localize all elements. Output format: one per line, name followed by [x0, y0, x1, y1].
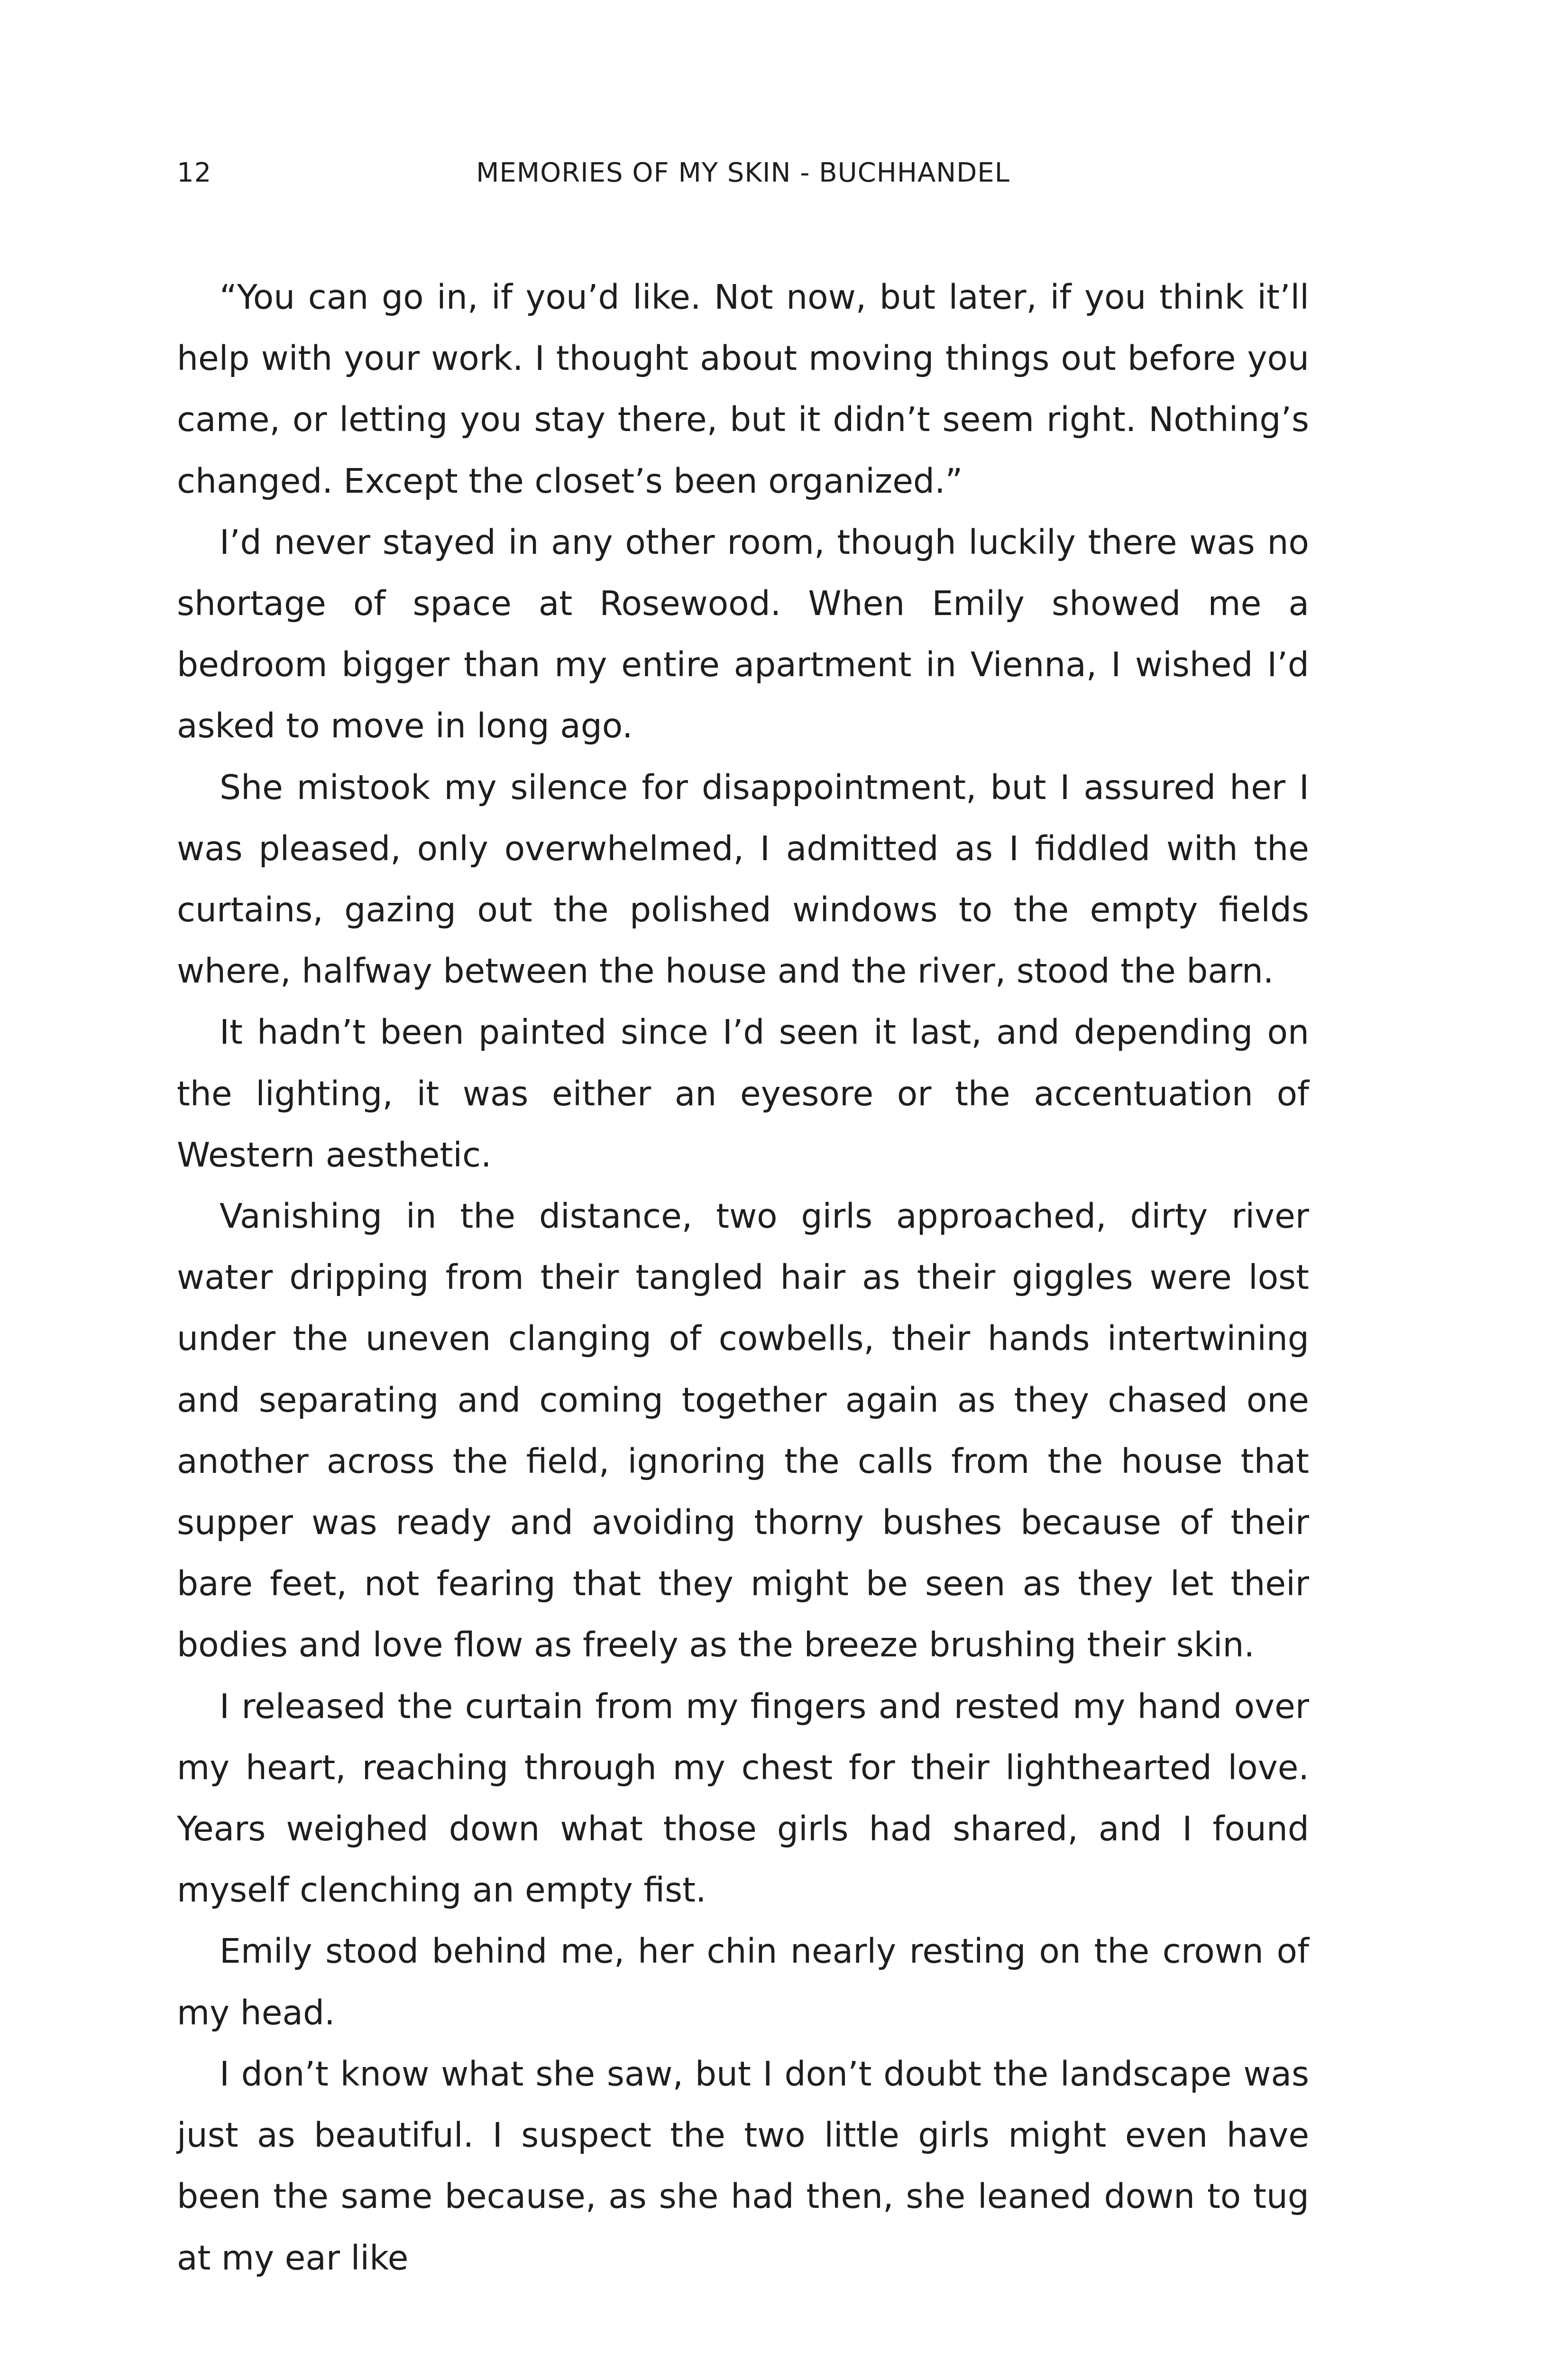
paragraph-3: She mistook my silence for disappointment, but I assured her I was pleased, only overwhelmed, I admitted as I fiddled with the curtains, gazing out the polished windows to the empty fields where, halfway between the house and the river, stood the barn.: [177, 767, 1309, 991]
body-text: [177, 267, 1309, 2288]
page-header: [177, 154, 1309, 192]
paragraph-8: I don’t know what she saw, but I don’t doubt the landscape was just as beautiful. I suspect the two little girls might even have been the same because, as she had then, she leaned down to tug at my ear like: [177, 2054, 1309, 2278]
paragraph-2: I’d never stayed in any other room, though luckily there was no shortage of space at Rosewood. When Emily showed me a bedroom bigger than my entire apartment in Vienna, I wished I’d asked to move in long ago.: [177, 522, 1309, 746]
paragraph-5: Vanishing in the distance, two girls approached, dirty river water dripping from their tangled hair as their giggles were lost under the uneven clanging of cowbells, their hands intertwining and separating and coming together again as they chased one another across the field, ignoring the calls from the house that supper was ready and avoiding thorny bushes because of their bare feet, not fearing that they might be seen as they let their bodies and love flow as freely as the breeze brushing their skin.: [177, 1196, 1309, 1665]
paragraph-1: “You can go in, if you’d like. Not now, but later, if you think it’ll help with your work. I thought about moving things out before you came, or letting you stay there, but it didn’t seem right. Nothing’s changed. Except the closet’s been organized.”: [177, 277, 1309, 501]
paragraph-6: I released the curtain from my fingers and rested my hand over my heart, reaching through my chest for their lighthearted love. Years weighed down what those girls had shared, and I found myself clenching an empty fist.: [177, 1686, 1309, 1910]
page-number: 12: [177, 157, 212, 188]
running-title: MEMORIES OF MY SKIN - BUCHHANDEL: [476, 157, 1010, 188]
paragraph-7: Emily stood behind me, her chin nearly resting on the crown of my head.: [177, 1931, 1309, 2032]
paragraph-4: It hadn’t been painted since I’d seen it last, and depending on the lighting, it was either an eyesore or the accentuation of Western aesthetic.: [177, 1012, 1309, 1175]
